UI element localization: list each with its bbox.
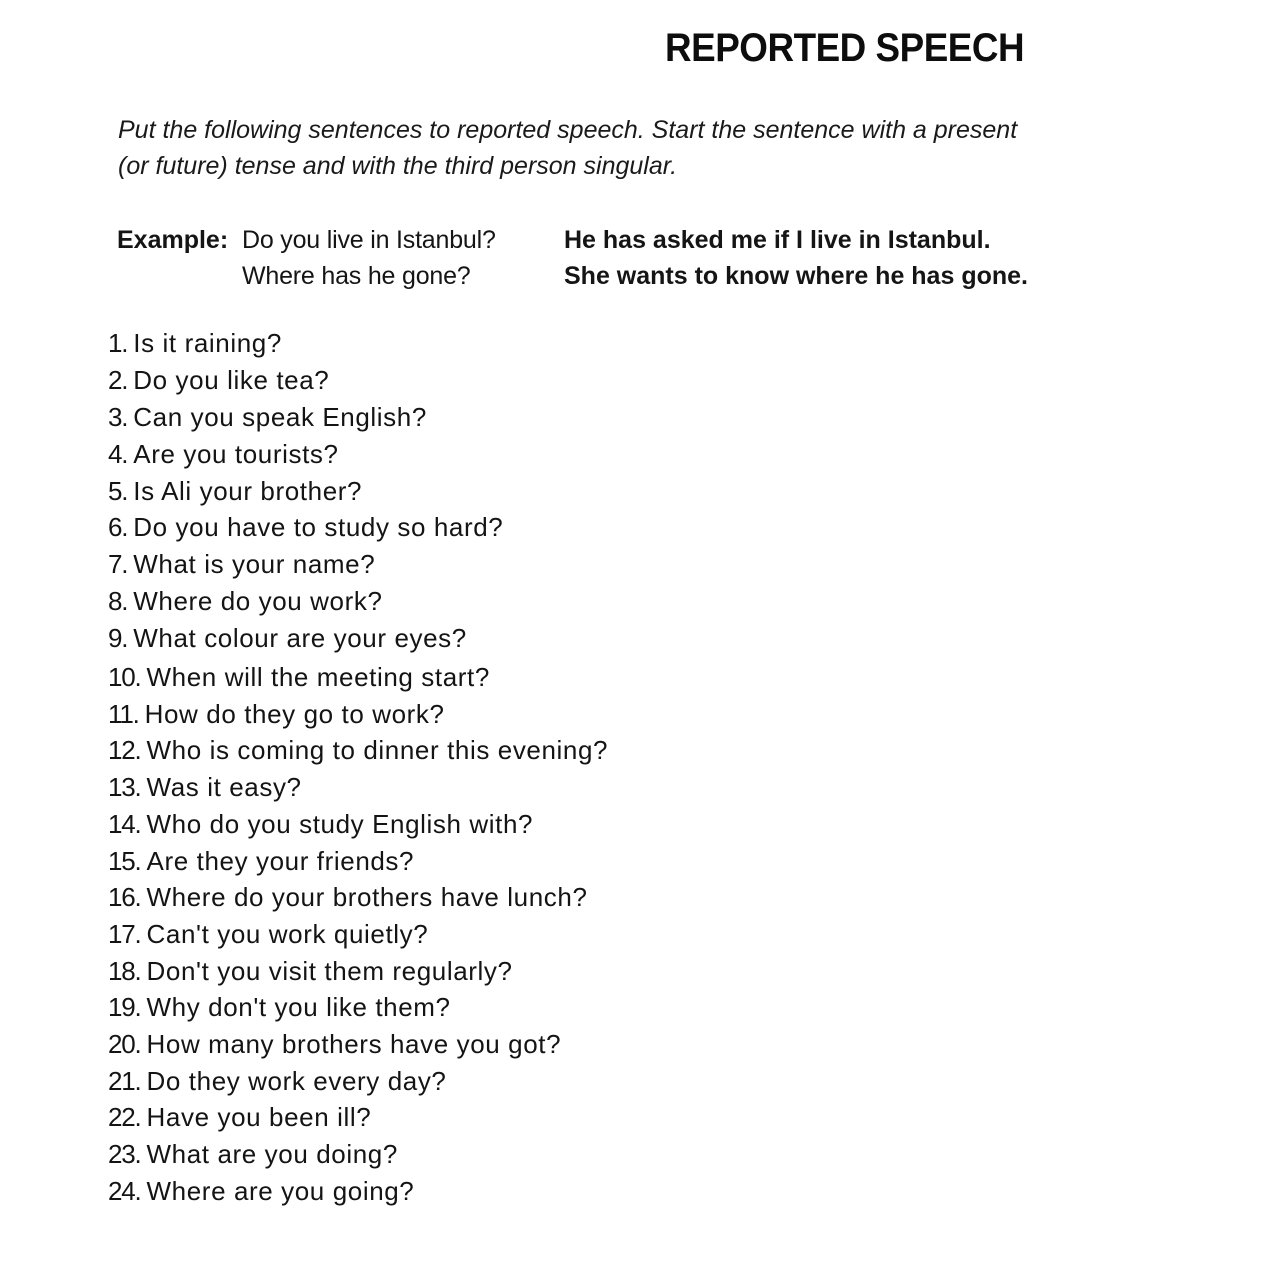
question-text: How many brothers have you got? bbox=[146, 1029, 562, 1059]
example-label: Example: bbox=[117, 226, 229, 254]
question-text: Where do your brothers have lunch? bbox=[146, 882, 588, 912]
question-item bbox=[108, 772, 302, 803]
question-item bbox=[108, 735, 608, 766]
question-text: Are you tourists? bbox=[133, 439, 339, 469]
question-text: What are you doing? bbox=[146, 1139, 398, 1169]
question-number: 14. bbox=[108, 809, 141, 839]
question-item bbox=[108, 699, 445, 730]
question-item bbox=[108, 623, 467, 654]
question-number: 2. bbox=[108, 365, 128, 395]
question-number: 16. bbox=[108, 882, 141, 912]
question-item bbox=[108, 1029, 561, 1060]
question-item bbox=[108, 809, 533, 840]
example-answer: He has asked me if I live in Istanbul. bbox=[564, 226, 991, 254]
question-number: 5. bbox=[108, 476, 128, 506]
question-text: Where do you work? bbox=[133, 586, 383, 616]
question-number: 8. bbox=[108, 586, 128, 616]
question-text: Is it raining? bbox=[133, 328, 282, 358]
question-text: Don't you visit them regularly? bbox=[146, 956, 513, 986]
question-item bbox=[108, 1102, 371, 1133]
question-text: What colour are your eyes? bbox=[133, 623, 467, 653]
question-item bbox=[108, 586, 383, 617]
question-text: Where are you going? bbox=[146, 1176, 415, 1206]
question-text: How do they go to work? bbox=[144, 699, 445, 729]
question-number: 22. bbox=[108, 1102, 141, 1132]
question-number: 7. bbox=[108, 549, 128, 579]
question-number: 20. bbox=[108, 1029, 141, 1059]
question-text: Is Ali your brother? bbox=[133, 476, 363, 506]
question-item bbox=[108, 402, 427, 433]
example-answer: She wants to know where he has gone. bbox=[564, 262, 1028, 290]
question-item bbox=[108, 956, 513, 987]
question-number: 10. bbox=[108, 662, 141, 692]
question-number: 17. bbox=[108, 919, 141, 949]
question-number: 3. bbox=[108, 402, 128, 432]
question-item bbox=[108, 1176, 414, 1207]
question-item bbox=[108, 882, 588, 913]
question-item bbox=[108, 662, 490, 693]
question-item bbox=[108, 549, 375, 580]
question-text: Have you been ill? bbox=[146, 1102, 372, 1132]
question-text: Who is coming to dinner this evening? bbox=[146, 735, 609, 765]
question-item bbox=[108, 1139, 398, 1170]
question-number: 6. bbox=[108, 512, 128, 542]
question-text: Can't you work quietly? bbox=[146, 919, 429, 949]
question-text: Do you have to study so hard? bbox=[133, 512, 504, 542]
question-text: What is your name? bbox=[133, 549, 376, 579]
question-text: Do you like tea? bbox=[133, 365, 330, 395]
question-number: 23. bbox=[108, 1139, 141, 1169]
question-number: 12. bbox=[108, 735, 141, 765]
question-item bbox=[108, 328, 282, 359]
question-text: Are they your friends? bbox=[146, 846, 415, 876]
question-item bbox=[108, 439, 339, 470]
question-item bbox=[108, 365, 329, 396]
question-number: 18. bbox=[108, 956, 141, 986]
question-number: 11. bbox=[108, 699, 139, 729]
example-question: Do you live in Istanbul? bbox=[242, 226, 496, 254]
question-number: 9. bbox=[108, 623, 128, 653]
page-title: REPORTED SPEECH bbox=[665, 26, 1025, 70]
instructions-line-2: (or future) tense and with the third person singular. bbox=[118, 152, 678, 180]
question-item bbox=[108, 992, 451, 1023]
question-item bbox=[108, 919, 428, 950]
question-number: 24. bbox=[108, 1176, 141, 1206]
question-text: Why don't you like them? bbox=[146, 992, 451, 1022]
question-number: 4. bbox=[108, 439, 128, 469]
example-question: Where has he gone? bbox=[242, 262, 471, 290]
question-text: Was it easy? bbox=[146, 772, 302, 802]
question-number: 19. bbox=[108, 992, 141, 1022]
question-item bbox=[108, 512, 503, 543]
question-text: Who do you study English with? bbox=[146, 809, 534, 839]
question-number: 15. bbox=[108, 846, 141, 876]
question-item bbox=[108, 1066, 446, 1097]
question-number: 21. bbox=[108, 1066, 141, 1096]
question-text: Do they work every day? bbox=[146, 1066, 447, 1096]
question-text: When will the meeting start? bbox=[146, 662, 490, 692]
question-number: 13. bbox=[108, 772, 141, 802]
instructions bbox=[118, 112, 1158, 184]
question-item bbox=[108, 846, 414, 877]
instructions-line-1: Put the following sentences to reported speech. Start the sentence with a present bbox=[118, 116, 1018, 144]
question-item bbox=[108, 476, 362, 507]
question-number: 1. bbox=[108, 328, 128, 358]
question-text: Can you speak English? bbox=[133, 402, 427, 432]
